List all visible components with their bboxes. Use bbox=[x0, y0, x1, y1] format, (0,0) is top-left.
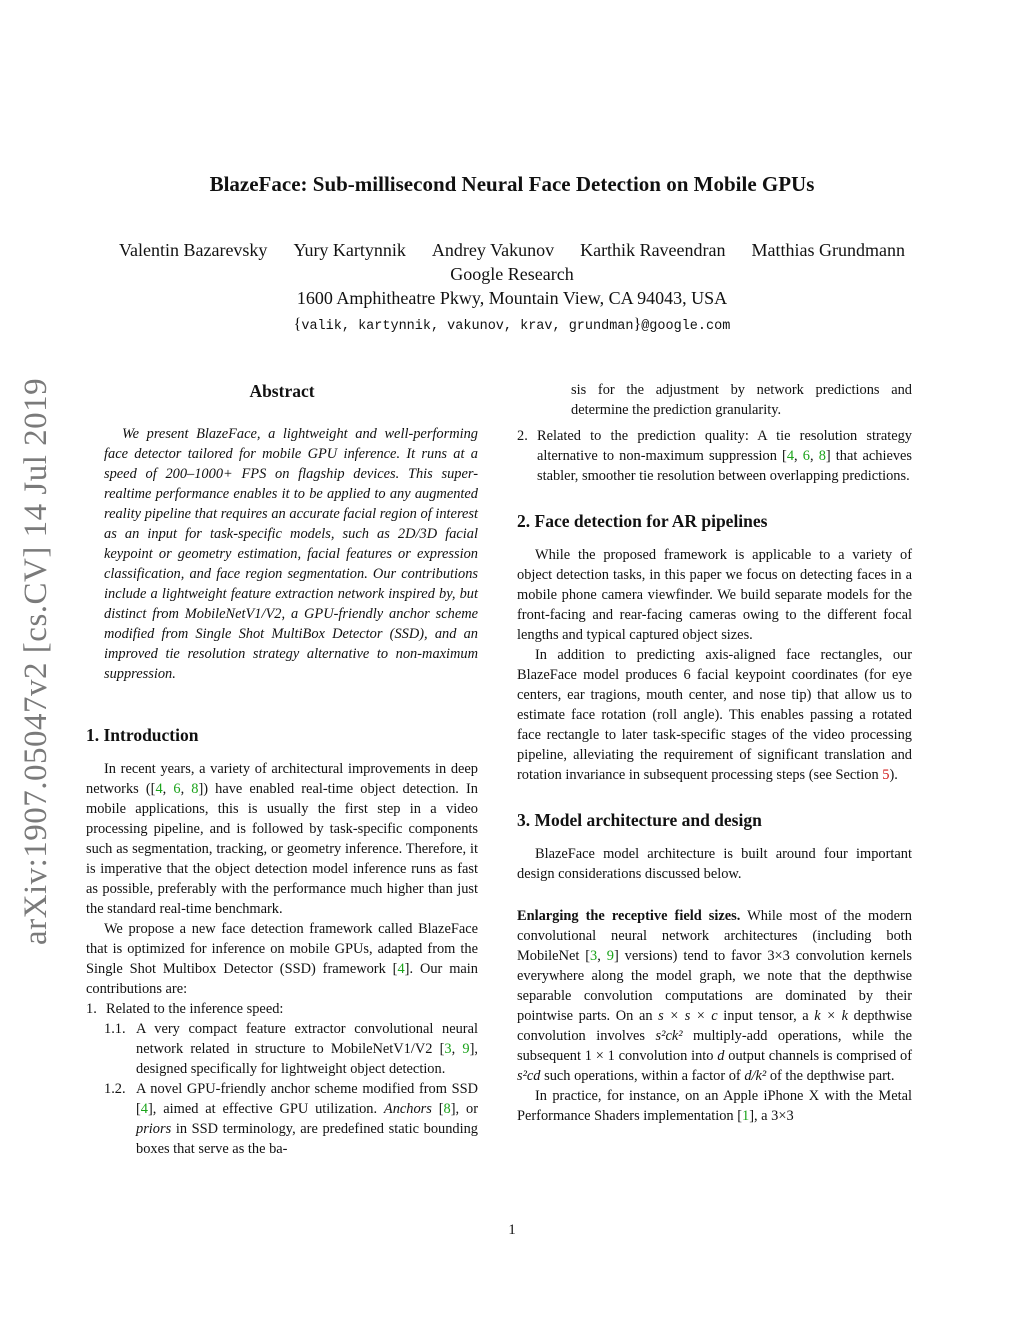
citation-link[interactable]: 8 bbox=[443, 1101, 451, 1117]
email-domain: @google.com bbox=[641, 319, 731, 334]
author: Matthias Grundmann bbox=[751, 240, 906, 260]
list-item: 1.1. A very compact feature extractor convolutional neural network related in structure to MobileNetV1/V2 [3, 9], designed specifically for lightweight object detection. bbox=[104, 1021, 478, 1077]
section-heading-face-detection: 2. Face detection for AR pipelines bbox=[517, 511, 768, 531]
affiliation: Google Research bbox=[450, 264, 574, 284]
list-item: 1. Related to the inference speed: bbox=[86, 1001, 284, 1017]
list-item: 2. Related to the prediction quality: A tie resolution strategy alternative to non-maximum suppression [4, 6, 8] that achieves stabler, smoother tie resolution between overlapping predictions. bbox=[517, 428, 913, 484]
section3-paragraph-1: BlazeFace model architecture is built around four important design considerations discussed below. bbox=[517, 846, 912, 882]
citation-link[interactable]: 3 bbox=[444, 1041, 452, 1057]
author: Karthik Raveendran bbox=[580, 240, 726, 260]
citation-link[interactable]: 4 bbox=[786, 448, 795, 464]
list-continuation: sis for the adjustment by network predictions and determine the prediction granularity. bbox=[571, 382, 912, 418]
author: Valentin Bazarevsky bbox=[118, 240, 268, 260]
list-item: 1.2. A novel GPU-friendly anchor scheme modified from SSD [4], aimed at effective GPU utilization. Anchors [8], or priors in SSD terminology, are predefined static bounding boxes that serve as the ba- bbox=[104, 1081, 478, 1157]
section-heading-model-architecture: 3. Model architecture and design bbox=[517, 810, 762, 830]
citation-link[interactable]: 4 bbox=[397, 961, 405, 977]
intro-paragraph-1: In recent years, a variety of architectural improvements in deep networks ([4, 6, 8]) have enabled real-time object detection. In mobile applications, this is usually the first step in a video processing pipeline, and is followed by task-specific components such as segmentation, tracking, or geometry inference. Therefore, it is imperative that the object detection model inference runs as fast as possible, preferably with the performance much higher than just the standard real-time benchmark. bbox=[86, 761, 478, 917]
section-heading-introduction: 1. Introduction bbox=[86, 725, 199, 745]
citation-link[interactable]: 4 bbox=[140, 1101, 148, 1117]
email-users: valik, kartynnik, vakunov, krav, grundman bbox=[301, 319, 634, 334]
author: Yury Kartynnik bbox=[293, 240, 406, 260]
citation-link[interactable]: 3 bbox=[590, 948, 598, 964]
arxiv-id[interactable]: arXiv:1907.05047v2 [cs.CV] 14 Jul 2019 bbox=[18, 377, 54, 945]
abstract-heading: Abstract bbox=[249, 381, 315, 401]
citation-link[interactable]: 4 bbox=[155, 781, 163, 797]
citation-link[interactable]: 8 bbox=[818, 448, 826, 464]
right-column bbox=[517, 380, 912, 1126]
paper-title: BlazeFace: Sub-millisecond Neural Face Detection on Mobile GPUs bbox=[209, 172, 815, 196]
citation-link[interactable]: 6 bbox=[173, 781, 181, 797]
page-number: 1 bbox=[508, 1222, 516, 1238]
author: Andrey Vakunov bbox=[431, 240, 555, 260]
section-link[interactable]: 5 bbox=[882, 767, 890, 783]
citation-link[interactable]: 9 bbox=[606, 948, 614, 964]
practice-paragraph: In practice, for instance, on an Apple iPhone X with the Metal Performance Shaders implementation [1], a 3×3 bbox=[517, 1088, 912, 1124]
author-list bbox=[0, 240, 1024, 261]
intro-paragraph-2: We propose a new face detection framework called BlazeFace that is optimized for inference on mobile GPUs, adapted from the Single Shot Multibox Detector (SSD) framework [4]. Our main contributions are: bbox=[86, 921, 478, 997]
left-column bbox=[86, 380, 478, 1159]
abstract-text: We present BlazeFace, a lightweight and well-performing face detector tailored for mobile GPU inference. It runs at a speed of 200–1000+ FPS on flagship devices. This super-realtime performance enables it to be applied to any augmented reality pipeline that requires an accurate facial region of interest as an input for task-specific models, such as 2D/3D facial keypoint or geometry estimation, facial features or expression classification, and face region segmentation. Our contributions include a lightweight feature extraction network inspired by, but distinct from MobileNetV1/V2, a GPU-friendly anchor scheme modified from Single Shot MultiBox Detector (SSD), and an improved tie resolution strategy alternative to non-maximum suppression. bbox=[104, 426, 478, 682]
citation-link[interactable]: 8 bbox=[191, 781, 199, 797]
section2-paragraph-1: While the proposed framework is applicable to a variety of object detection tasks, in this paper we focus on detecting faces in a mobile phone camera viewfinder. We build separate models for the front-facing and rear-facing cameras owing to the different focal lengths and typical captured object sizes. bbox=[517, 547, 912, 643]
author-emails: {valik, kartynnik, vakunov, krav, grundman}@google.com bbox=[293, 316, 731, 334]
receptive-field-paragraph: Enlarging the receptive field sizes. While most of the modern convolutional neural network architectures (including both MobileNet [3, 9] versions) tend to favor 3×3 convolution kernels everywhere along the model graph, we note that the depthwise separable convolution computations are dominated by their pointwise parts. On an s × s × c input tensor, a k × k depthwise convolution involves s²ck² multiply-add operations, while the subsequent 1 × 1 convolution into d output channels is comprised of s²cd such operations, within a factor of d/k² of the depthwise part. bbox=[517, 908, 912, 1084]
citation-link[interactable]: 6 bbox=[802, 448, 810, 464]
citation-link[interactable]: 1 bbox=[741, 1108, 750, 1124]
citation-link[interactable]: 9 bbox=[462, 1041, 470, 1057]
section2-paragraph-2: In addition to predicting axis-aligned face rectangles, our BlazeFace model produces 6 facial keypoint coordinates (for eye centers, ear tragions, mouth center, and nose tip) that allow us to estimate face rotation (roll angle). This enables passing a rotated face rectangle to later task-specific stages of the video processing pipeline, alleviating the requirement of significant translation and rotation invariance in subsequent processing steps (see Section 5). bbox=[517, 647, 912, 783]
address: 1600 Amphitheatre Pkwy, Mountain View, CA 94043, USA bbox=[296, 288, 728, 308]
